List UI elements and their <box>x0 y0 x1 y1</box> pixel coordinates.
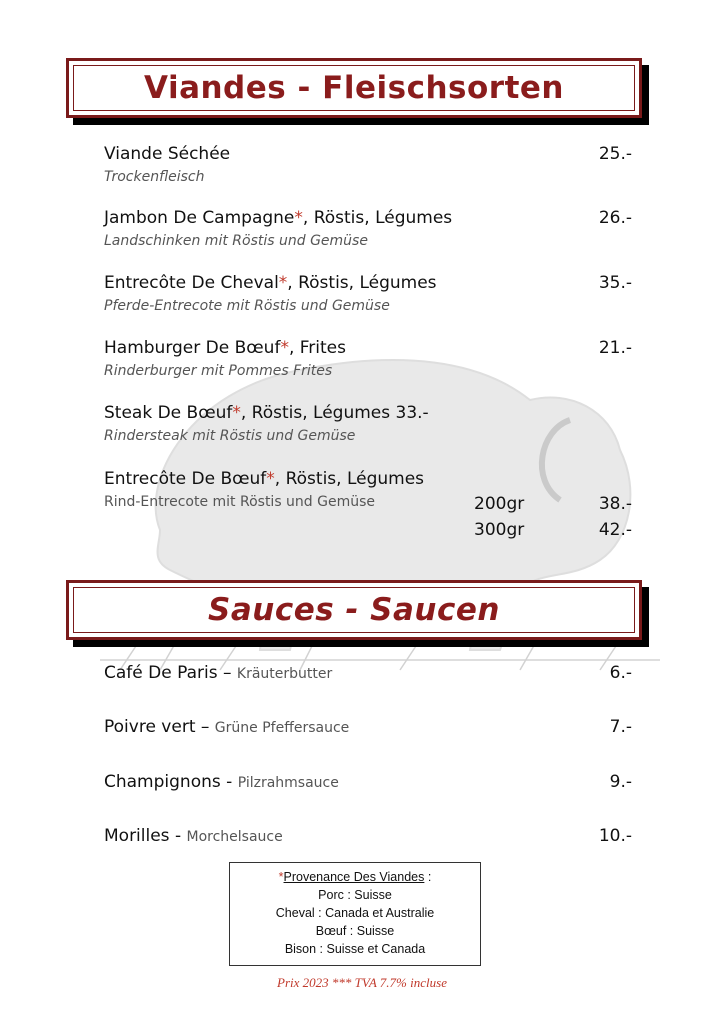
provenance-line: Bœuf : Suisse <box>315 924 395 938</box>
item-subtitle: Rindersteak mit Röstis und Gemüse <box>104 428 356 444</box>
sauce-name: Café De Paris <box>104 663 218 683</box>
weight-label: 200gr <box>474 494 525 514</box>
sauce-german: Pilzrahmsauce <box>237 775 339 791</box>
sauce-item <box>104 826 632 846</box>
menu-item-viande-sechee <box>104 144 632 185</box>
item-name: Entrecôte De Cheval <box>104 273 279 293</box>
sauce-price: 9.- <box>609 772 632 792</box>
provenance-line: Porc : Suisse <box>318 888 392 902</box>
menu-item-hamburger <box>104 338 632 379</box>
star-marker: * <box>266 469 275 489</box>
item-subtitle: Rinderburger mit Pommes Frites <box>104 363 333 379</box>
star-marker: * <box>278 870 284 884</box>
sauce-sep: – <box>195 717 215 737</box>
sauce-item <box>104 772 632 792</box>
meat-section-title: Viandes - Fleischsorten <box>144 70 564 106</box>
sauce-price: 10.- <box>598 826 632 846</box>
item-extra: , Röstis, Légumes 33.- <box>240 403 429 423</box>
item-name: Steak De Bœuf <box>104 403 233 423</box>
item-extra: , Röstis, Légumes <box>302 208 453 228</box>
provenance-box <box>229 862 481 966</box>
sauce-sep: - <box>220 772 238 792</box>
weight-row <box>474 520 632 546</box>
star-marker: * <box>232 403 241 423</box>
sauce-item <box>104 717 632 737</box>
sauce-sep: - <box>169 826 187 846</box>
star-marker: * <box>294 208 303 228</box>
item-extra: , Röstis, Légumes <box>287 273 437 293</box>
menu-item-steak <box>104 403 632 444</box>
item-name: Hamburger De Bœuf <box>104 338 281 358</box>
item-price: 26.- <box>598 208 632 228</box>
provenance-line: Cheval : Canada et Australie <box>275 906 435 920</box>
item-price: 21.- <box>598 338 632 358</box>
item-subtitle: Trockenfleisch <box>104 169 205 185</box>
sauce-german: Kräuterbutter <box>236 666 333 682</box>
provenance-colon: : <box>424 870 432 884</box>
sauce-price: 6.- <box>609 663 632 683</box>
item-price: 35.- <box>598 273 632 293</box>
item-name: Entrecôte De Bœuf <box>104 469 267 489</box>
sauces-header-frame <box>66 580 642 640</box>
weight-price: 42.- <box>598 520 632 540</box>
weight-price: 38.- <box>598 494 632 514</box>
sauces-section-title: Sauces - Saucen <box>208 592 500 628</box>
star-marker: * <box>280 338 289 358</box>
item-subtitle: Pferde-Entrecote mit Röstis und Gemüse <box>104 298 390 314</box>
sauce-name: Champignons <box>104 772 221 792</box>
sauce-german: Morchelsauce <box>186 829 283 845</box>
sauce-sep: – <box>217 663 237 683</box>
price-footer: Prix 2023 *** TVA 7.7% incluse <box>277 975 447 990</box>
provenance-title: Provenance Des Viandes <box>283 870 425 884</box>
item-extra: , Röstis, Légumes <box>274 469 425 489</box>
item-name: Jambon De Campagne <box>104 208 295 228</box>
sauce-german: Grüne Pfeffersauce <box>214 720 350 736</box>
item-price: 25.- <box>598 144 632 164</box>
item-subtitle: Rind-Entrecote mit Röstis und Gemüse <box>104 494 376 510</box>
sauce-item <box>104 663 632 683</box>
item-extra: , Frites <box>288 338 346 358</box>
provenance-line: Bison : Suisse et Canada <box>284 942 426 956</box>
sauce-price: 7.- <box>609 717 632 737</box>
entrecote-weights <box>474 494 632 546</box>
menu-item-entrecote-cheval <box>104 273 632 314</box>
menu-item-jambon <box>104 208 632 249</box>
sauce-name: Poivre vert <box>104 717 196 737</box>
weight-row <box>474 494 632 520</box>
item-name: Viande Séchée <box>104 144 231 164</box>
item-subtitle: Landschinken mit Röstis und Gemüse <box>104 233 368 249</box>
meat-header-frame <box>66 58 642 118</box>
weight-label: 300gr <box>474 520 525 540</box>
sauce-name: Morilles <box>104 826 170 846</box>
star-marker: * <box>278 273 288 293</box>
